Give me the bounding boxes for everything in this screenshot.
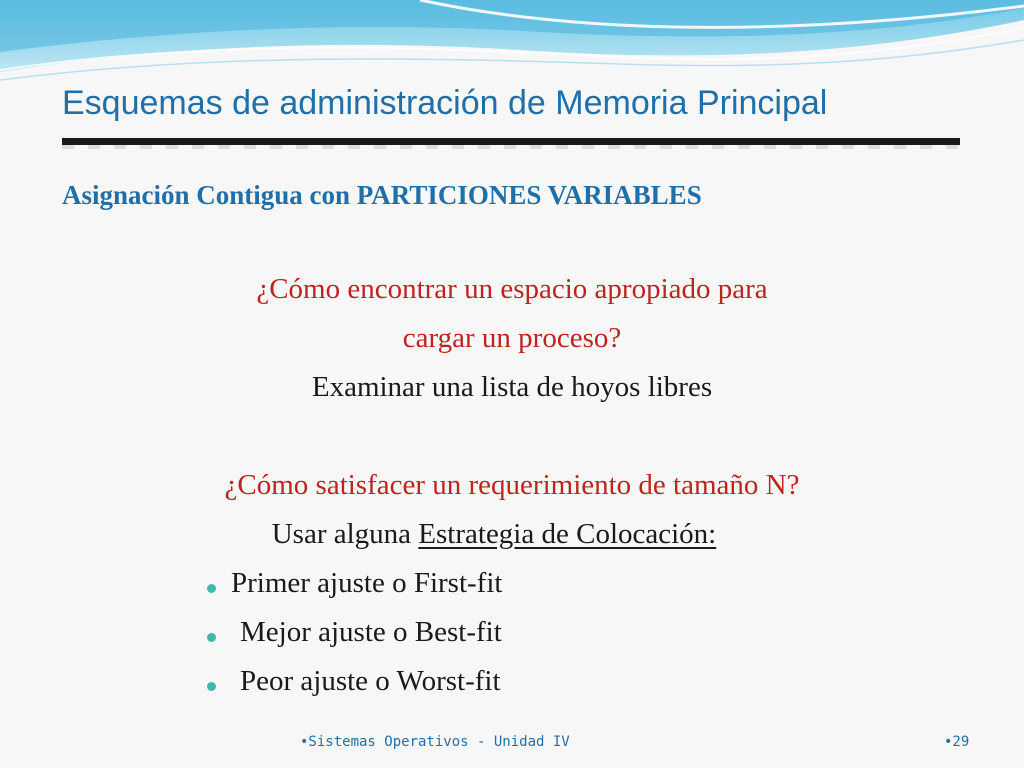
- answer-2: [0, 518, 1006, 551]
- slide-subtitle: Asignación Contigua con PARTICIONES VARIABLES: [62, 180, 702, 210]
- bullet-dot-icon: [207, 682, 216, 691]
- answer-2-prefix: Usar alguna: [271, 518, 419, 550]
- footer-page-number: •29: [944, 734, 970, 750]
- title-underline: [62, 138, 960, 145]
- question-1-line-1: ¿Cómo encontrar un espacio apropiado para: [256, 273, 768, 305]
- answer-1: Examinar una lista de hoyos libres: [311, 371, 713, 403]
- footer-course: •Sistemas Operativos - Unidad IV: [300, 734, 570, 750]
- bullet-text: Primer ajuste o First-fit: [231, 567, 503, 599]
- title-underline-reflection: [62, 145, 960, 149]
- bullet-text: Peor ajuste o Worst-fit: [240, 665, 501, 697]
- question-1-line-2: cargar un proceso?: [402, 322, 622, 354]
- bullet-text: Mejor ajuste o Best-fit: [240, 616, 502, 648]
- question-2: ¿Cómo satisfacer un requerimiento de tamaño N?: [224, 469, 800, 501]
- placement-strategy-label: Estrategia de Colocación:: [418, 518, 717, 550]
- slide-title: Esquemas de administración de Memoria Principal: [62, 84, 828, 122]
- bullet-dot-icon: [207, 584, 216, 593]
- header-wave-decoration: [0, 0, 1024, 90]
- bullet-dot-icon: [207, 633, 216, 642]
